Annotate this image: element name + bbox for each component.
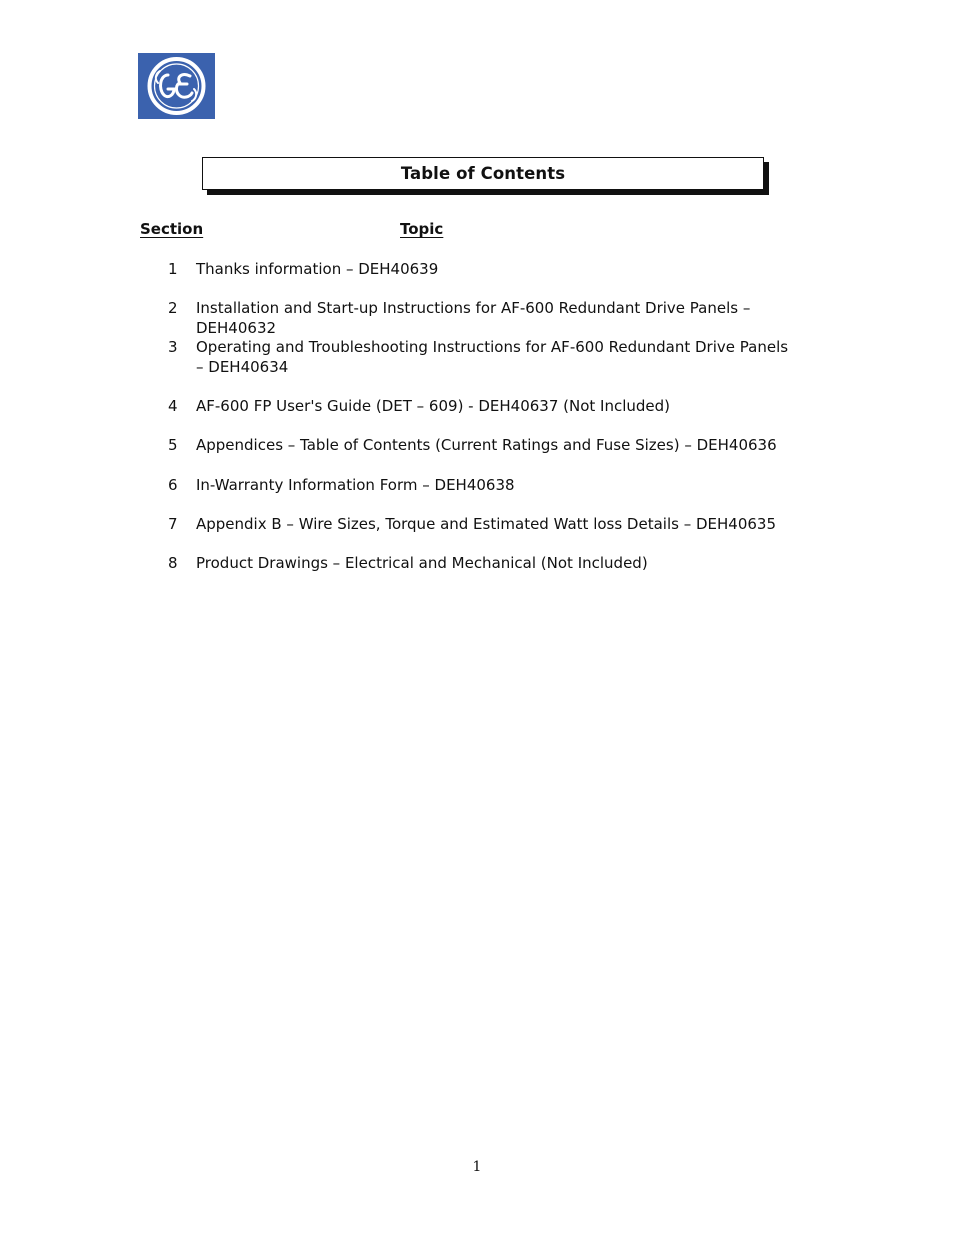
ge-monogram-icon	[138, 53, 215, 119]
entry-topic: Product Drawings – Electrical and Mechanical (Not Included)	[196, 554, 648, 572]
toc-title: Table of Contents	[202, 157, 764, 190]
entry-topic: Thanks information – DEH40639	[196, 260, 439, 278]
ge-logo	[138, 53, 215, 119]
entry-topic: Appendix B – Wire Sizes, Torque and Estimated Watt loss Details – DEH40635	[196, 515, 776, 533]
entry-number: 5	[168, 436, 178, 454]
section-column-header: Section	[140, 220, 204, 238]
entry-topic: AF-600 FP User's Guide (DET – 609) - DEH40637 (Not Included)	[196, 397, 671, 415]
topic-column-header: Topic	[400, 220, 444, 238]
entry-topic: Appendices – Table of Contents (Current Ratings and Fuse Sizes) – DEH40636	[196, 436, 777, 454]
entry-topic: Installation and Start-up Instructions for AF-600 Redundant Drive Panels – DEH40632	[196, 299, 751, 337]
entry-number: 6	[168, 476, 178, 494]
entry-number: 2	[168, 299, 178, 317]
entry-number: 1	[168, 260, 178, 278]
entry-number: 4	[168, 397, 178, 415]
page-number: 1	[472, 1159, 482, 1175]
entry-number: 7	[168, 515, 178, 533]
entry-topic: Operating and Troubleshooting Instructions for AF-600 Redundant Drive Panels – DEH40634	[196, 338, 789, 376]
entry-topic: In-Warranty Information Form – DEH40638	[196, 476, 515, 494]
entry-number: 3	[168, 338, 178, 356]
entry-number: 8	[168, 554, 178, 572]
